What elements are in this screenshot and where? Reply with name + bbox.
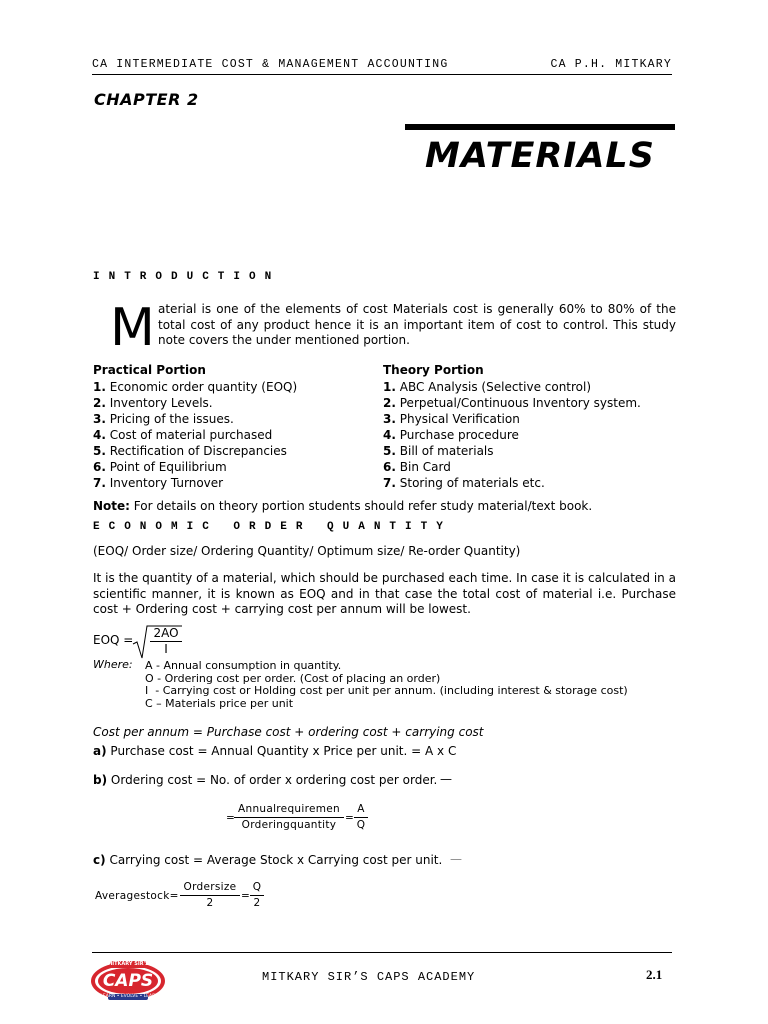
where-list xyxy=(145,660,628,710)
item-b-label: b) xyxy=(93,773,108,787)
page-number: 2.1 xyxy=(646,967,663,982)
where-label: Where: xyxy=(93,658,133,671)
practical-portion xyxy=(93,363,373,491)
caps-logo-top: MITKARY SIR'S xyxy=(107,961,149,967)
eoq-formula-lhs: EOQ = xyxy=(93,633,134,647)
list-item: 6. Bin Card xyxy=(383,460,451,474)
theory-heading: Theory Portion xyxy=(383,363,484,377)
eoq-formula-numerator: 2AO xyxy=(150,626,182,642)
list-item: 7. Storing of materials etc. xyxy=(383,476,545,490)
list-item: 4. Cost of material purchased xyxy=(93,428,273,442)
eoq-formula-fraction xyxy=(150,626,182,657)
practical-list xyxy=(93,379,373,491)
equals-sign: = xyxy=(241,890,251,902)
intro-heading: INTRODUCTION xyxy=(93,271,281,283)
header-rule xyxy=(92,74,672,75)
item-a-label: a) xyxy=(93,744,107,758)
item-b-text: Ordering cost = No. of order x ordering cost per order. xyxy=(110,773,438,787)
chapter-label: CHAPTER 2 xyxy=(94,90,199,109)
item-b xyxy=(93,772,437,788)
ordering-fraction xyxy=(234,802,344,833)
eoq-aliases: (EOQ/ Order size/ Ordering Quantity/ Optimum size/ Re-order Quantity) xyxy=(93,544,521,558)
theory-list xyxy=(383,379,678,491)
cost-per-annum: Cost per annum = Purchase cost + ordering cost + carrying cost xyxy=(93,725,484,739)
average-stock-simple-numerator: Q xyxy=(250,880,264,896)
item-c xyxy=(93,852,442,868)
list-item: I - Carrying cost or Holding cost per unit per annum. (including interest & storage cost) xyxy=(145,684,628,697)
note xyxy=(93,498,592,514)
list-item: 2. Perpetual/Continuous Inventory system. xyxy=(383,396,641,410)
list-item: 5. Rectification of Discrepancies xyxy=(93,444,287,458)
list-item: 6. Point of Equilibrium xyxy=(93,460,227,474)
eoq-formula-denominator: I xyxy=(164,642,168,656)
list-item: O - Ordering cost per order. (Cost of placing an order) xyxy=(145,671,441,685)
ordering-fraction-simple xyxy=(354,802,368,833)
list-item: A - Annual consumption in quantity. xyxy=(145,659,342,672)
equals-sign: = xyxy=(226,812,236,824)
footer-rule xyxy=(92,952,672,953)
item-c-text: Carrying cost = Average Stock x Carrying cost per unit. xyxy=(109,853,443,867)
running-header-right: CA P.H. MITKARY xyxy=(550,58,672,71)
item-c-label: c) xyxy=(93,853,106,867)
item-a xyxy=(93,743,456,759)
theory-portion xyxy=(383,363,678,491)
title-bar xyxy=(405,124,675,130)
list-item: 7. Inventory Turnover xyxy=(93,476,224,490)
caps-logo-main: CAPS xyxy=(102,971,154,991)
average-stock-numerator: Ordersize xyxy=(180,880,240,896)
list-item: 1. ABC Analysis (Selective control) xyxy=(383,380,592,394)
list-item: C – Materials price per unit xyxy=(145,696,294,710)
drop-cap: M xyxy=(110,298,155,358)
list-item: 1. Economic order quantity (EOQ) xyxy=(93,380,298,394)
note-text: For details on theory portion students should refer study material/text book. xyxy=(133,499,593,513)
practical-heading: Practical Portion xyxy=(93,363,206,377)
ordering-fraction-denominator: Orderingquantity xyxy=(241,819,337,831)
ordering-fraction-simple-numerator: A xyxy=(354,802,368,818)
caps-logo-tag: LEARN • EVOLVE • LEAD xyxy=(100,994,156,999)
note-label: Note: xyxy=(93,499,130,513)
eoq-heading: ECONOMIC ORDER QUANTITY xyxy=(93,521,452,533)
list-item: 5. Bill of materials xyxy=(383,444,494,458)
average-stock-lhs: Averagestock= xyxy=(95,890,179,902)
average-stock-simple-denominator: 2 xyxy=(253,897,261,909)
item-a-text: Purchase cost = Annual Quantity x Price per unit. = A x C xyxy=(110,744,457,758)
running-header-left: CA INTERMEDIATE COST & MANAGEMENT ACCOUNTING xyxy=(92,58,449,71)
eoq-definition: It is the quantity of a material, which should be purchased each time. In case it is calculated in a scientific manner, it is known as EOQ and in that case the total cost of material i.e. Purchase cost + Ordering cost + carrying cost per annum will be lowest. xyxy=(93,571,676,616)
footer-center: MITKARY SIR’S CAPS ACADEMY xyxy=(262,970,476,984)
average-stock-denominator: 2 xyxy=(206,897,214,909)
intro-paragraph: aterial is one of the elements of cost Materials cost is generally 60% to 80% of the total cost of any product hence it is an important item of cost to control. This study note covers the under mentioned portion. xyxy=(158,302,676,347)
list-item: 3. Physical Verification xyxy=(383,412,520,426)
average-stock-fraction xyxy=(180,880,240,911)
item-c-dash: — xyxy=(450,852,462,866)
page-title: MATERIALS xyxy=(425,136,655,176)
average-stock-fraction-simple xyxy=(250,880,264,911)
ordering-fraction-numerator: Annualrequiremen xyxy=(234,802,344,818)
caps-logo xyxy=(90,958,166,1004)
equals-sign: = xyxy=(345,812,355,824)
list-item: 2. Inventory Levels. xyxy=(93,396,213,410)
ordering-fraction-simple-denominator: Q xyxy=(356,819,366,831)
item-b-dash: — xyxy=(440,772,452,786)
list-item: 4. Purchase procedure xyxy=(383,428,519,442)
list-item: 3. Pricing of the issues. xyxy=(93,412,234,426)
